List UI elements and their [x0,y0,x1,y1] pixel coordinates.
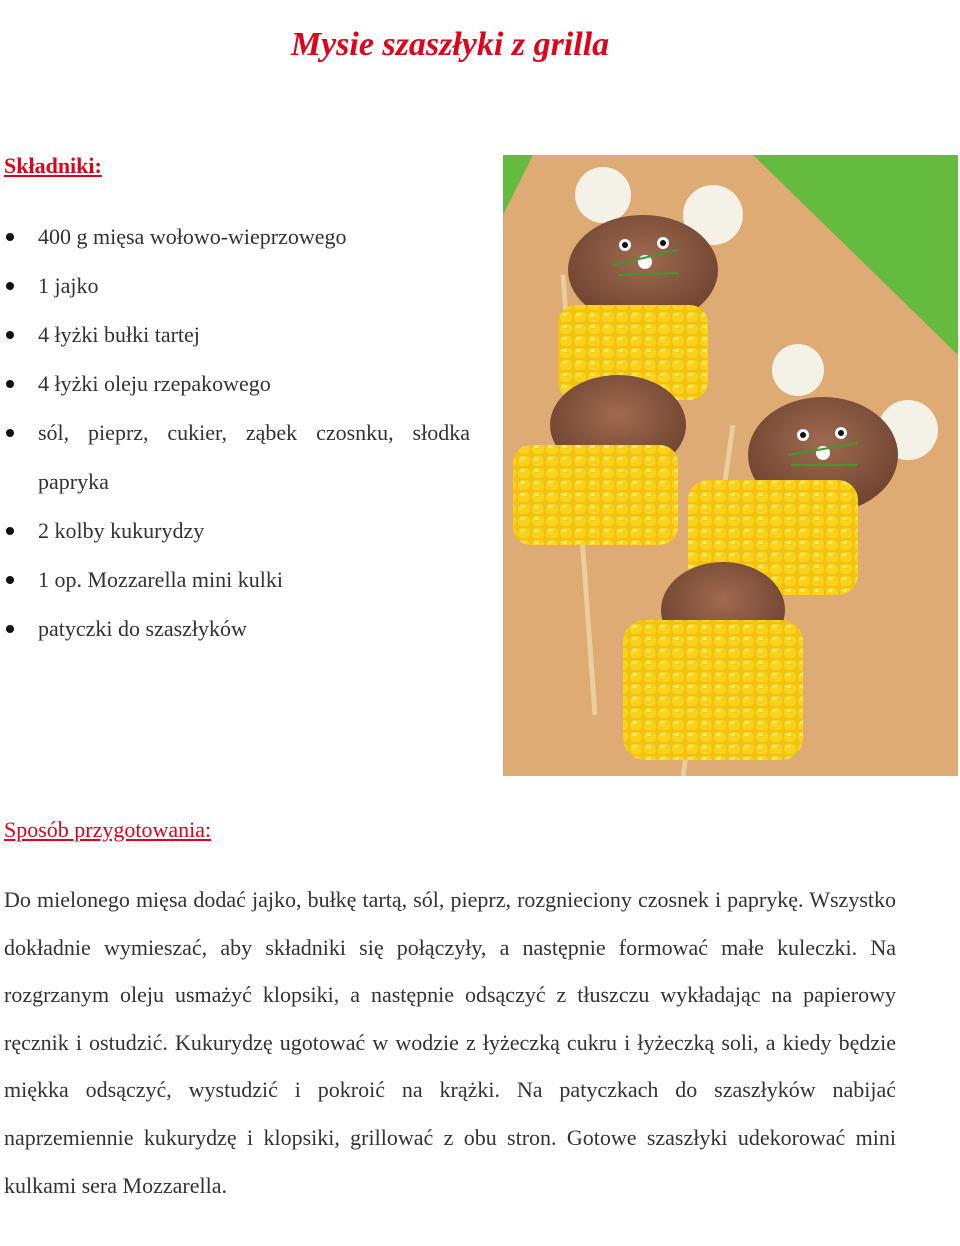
bullet-icon [6,527,14,535]
list-item: 400 g mięsa wołowo-wieprzowego [0,212,470,261]
bullet-icon [6,282,14,290]
recipe-photo [503,155,958,776]
bullet-icon [6,576,14,584]
ingredients-heading: Składniki: [4,153,102,178]
preparation-heading: Sposób przygotowania: [4,817,212,842]
ingredients-list [0,212,470,653]
page-title: Mysie szaszłyki z grilla [290,25,610,63]
list-item: 1 op. Mozzarella mini kulki [0,555,470,604]
list-item: 2 kolby kukurydzy [0,506,470,555]
bullet-icon [6,429,14,437]
bullet-icon [6,233,14,241]
list-item: 4 łyżki bułki tartej [0,310,470,359]
list-item: 4 łyżki oleju rzepakowego [0,359,470,408]
list-item: 1 jajko [0,261,470,310]
bullet-icon [6,380,14,388]
bullet-icon [6,625,14,633]
list-item: patyczki do szaszłyków [0,604,470,653]
list-item: sól, pieprz, cukier, ząbek czosnku, słodka papryka [0,408,470,506]
preparation-text: Do mielonego mięsa dodać jajko, bułkę tartą, sól, pieprz, rozgnieciony czosnek i paprykę. Wszystko dokładnie wymieszać, aby składniki się połączyły, a następnie formować małe kuleczki. Na rozgrzanym oleju usmażyć klopsiki, a następnie odsączyć z tłuszczu wykładając na papierowy ręcznik i ostudzić. Kukurydzę ugotować w wodzie z łyżeczką cukru i łyżeczką soli, a kiedy będzie miękka odsączyć, wystudzić i pokroić na krążki. Na patyczkach do szaszłyków nabijać naprzemiennie kukurydzę i klopsiki, grillować z obu stron. Gotowe szaszłyki udekorować mini kulkami sera Mozzarella. [4,887,896,1198]
bullet-icon [6,331,14,339]
